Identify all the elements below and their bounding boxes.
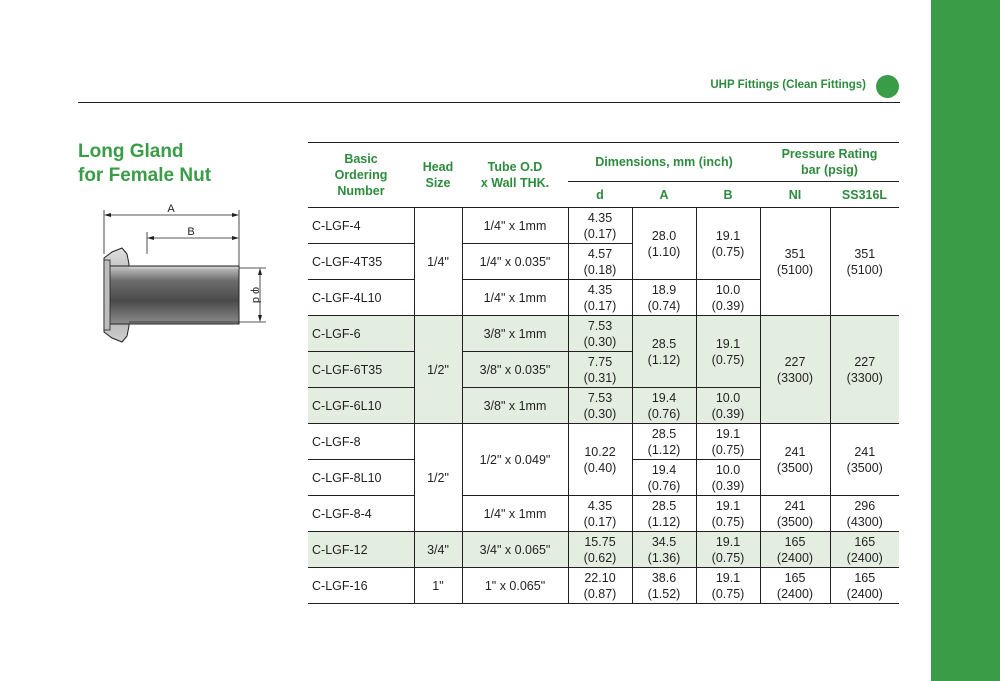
- dim-a: 19.4 (0.76): [632, 388, 696, 424]
- dim-a: 28.5 (1.12): [632, 316, 696, 388]
- dim-d: 22.10 (0.87): [568, 568, 632, 604]
- tube-size: 3/8" x 1mm: [462, 388, 568, 424]
- head-size: 1/2": [414, 316, 462, 424]
- dim-b: 10.0 (0.39): [696, 388, 760, 424]
- part-number: C-LGF-8: [308, 424, 414, 460]
- dim-d: 4.35 (0.17): [568, 208, 632, 244]
- pressure-ni: 241 (3500): [760, 496, 830, 532]
- tube-size: 1/4" x 1mm: [462, 208, 568, 244]
- pressure-ni: 165 (2400): [760, 532, 830, 568]
- header-tube: Tube O.D x Wall THK.: [462, 143, 568, 208]
- tube-size: 1/4" x 1mm: [462, 496, 568, 532]
- long-gland-diagram: [94, 198, 284, 358]
- dim-b: 19.1 (0.75): [696, 568, 760, 604]
- page-title-line1: Long Gland: [78, 141, 184, 162]
- dim-b: 19.1 (0.75): [696, 424, 760, 460]
- dim-b: 19.1 (0.75): [696, 532, 760, 568]
- table-row: [308, 424, 899, 460]
- head-size: 1/2": [414, 424, 462, 532]
- pressure-ni: 227 (3300): [760, 316, 830, 424]
- tube-size: 3/8" x 0.035": [462, 352, 568, 388]
- pressure-ss: 227 (3300): [830, 316, 899, 424]
- pressure-ss: 351 (5100): [830, 208, 899, 316]
- dim-d: 7.75 (0.31): [568, 352, 632, 388]
- section-dot-icon: [876, 75, 899, 98]
- dimension-a-label: A: [167, 203, 175, 215]
- page-title: [78, 140, 211, 188]
- header-a: A: [632, 182, 696, 208]
- part-number: C-LGF-4T35: [308, 244, 414, 280]
- pressure-ss: 241 (3500): [830, 424, 899, 496]
- tube-size: 3/4" x 0.065": [462, 532, 568, 568]
- table-row: [308, 316, 899, 352]
- header-divider: [78, 102, 900, 103]
- pressure-ni: 165 (2400): [760, 568, 830, 604]
- dim-a: 18.9 (0.74): [632, 280, 696, 316]
- dim-b: 10.0 (0.39): [696, 280, 760, 316]
- part-number: C-LGF-12: [308, 532, 414, 568]
- page-title-line2: for Female Nut: [78, 165, 212, 186]
- dim-b: 19.1 (0.75): [696, 496, 760, 532]
- dim-d: 4.35 (0.17): [568, 280, 632, 316]
- dim-a: 34.5 (1.36): [632, 532, 696, 568]
- dimension-d-label: φ d: [250, 286, 262, 304]
- header-head-size: Head Size: [414, 143, 462, 208]
- head-size: 1": [414, 568, 462, 604]
- table-row: [308, 568, 899, 604]
- dim-a: 28.5 (1.12): [632, 424, 696, 460]
- table-row: [308, 532, 899, 568]
- pressure-ss: 165 (2400): [830, 532, 899, 568]
- dimension-b-label: B: [187, 226, 195, 238]
- part-number: C-LGF-6L10: [308, 388, 414, 424]
- part-number: C-LGF-8L10: [308, 460, 414, 496]
- pressure-ni: 241 (3500): [760, 424, 830, 496]
- table-row: [308, 208, 899, 244]
- header-ni: NI: [760, 182, 830, 208]
- part-number: C-LGF-6T35: [308, 352, 414, 388]
- dim-d: 7.53 (0.30): [568, 316, 632, 352]
- dim-a: 38.6 (1.52): [632, 568, 696, 604]
- table-row: [308, 496, 899, 532]
- dim-b: 10.0 (0.39): [696, 460, 760, 496]
- header-pressure: Pressure Rating bar (psig): [781, 147, 878, 177]
- dim-d: 4.57 (0.18): [568, 244, 632, 280]
- part-number: C-LGF-16: [312, 578, 368, 593]
- header-d: d: [568, 182, 632, 208]
- part-number: C-LGF-4L10: [308, 280, 414, 316]
- dim-a: 28.0 (1.10): [632, 208, 696, 280]
- dim-d: 4.35 (0.17): [568, 496, 632, 532]
- head-size: 3/4": [414, 532, 462, 568]
- tube-size: 1" x 0.065": [462, 568, 568, 604]
- tube-size: 1/2" x 0.049": [462, 424, 568, 496]
- head-size: 1/4": [414, 208, 462, 316]
- pressure-ni: 351 (5100): [760, 208, 830, 316]
- section-title: UHP Fittings (Clean Fittings): [710, 79, 866, 91]
- dim-d: 10.22 (0.40): [568, 424, 632, 496]
- pressure-ss: 165 (2400): [830, 568, 899, 604]
- pressure-ss: 296 (4300): [830, 496, 899, 532]
- part-number: C-LGF-4: [308, 208, 414, 244]
- dim-b: 19.1 (0.75): [696, 208, 760, 280]
- tube-size: 1/4" x 0.035": [462, 244, 568, 280]
- dim-d: 15.75 (0.62): [568, 532, 632, 568]
- dim-d: 7.53 (0.30): [568, 388, 632, 424]
- dim-b: 19.1 (0.75): [696, 316, 760, 388]
- header-dimensions: Dimensions, mm (inch): [595, 155, 733, 169]
- part-number: C-LGF-6: [308, 316, 414, 352]
- specifications-table: [308, 142, 899, 604]
- header-b: B: [696, 182, 760, 208]
- dim-a: 28.5 (1.12): [632, 496, 696, 532]
- tube-size: 3/8" x 1mm: [462, 316, 568, 352]
- header-ss: SS316L: [830, 182, 899, 208]
- tube-size: 1/4" x 1mm: [462, 280, 568, 316]
- header-ordering: Basic Ordering Number: [308, 143, 414, 208]
- dim-a: 19.4 (0.76): [632, 460, 696, 496]
- green-side-band: [931, 0, 1000, 681]
- part-number: C-LGF-8-4: [308, 496, 414, 532]
